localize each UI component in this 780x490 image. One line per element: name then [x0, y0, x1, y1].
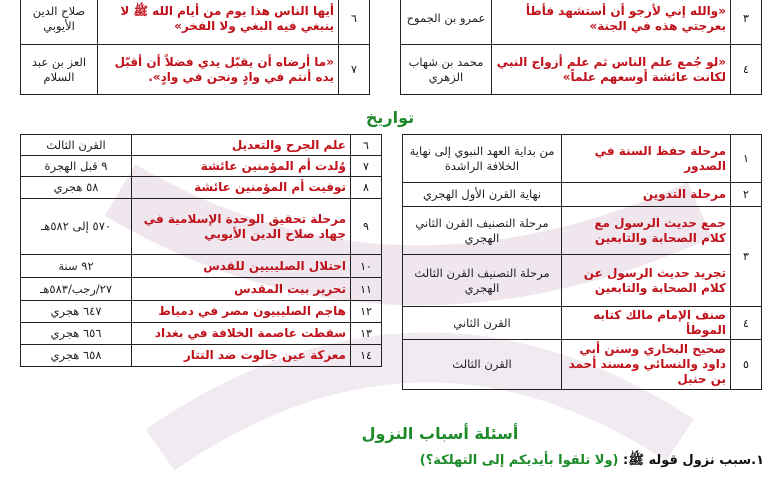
row-number: ٦ — [339, 0, 370, 45]
table-row — [21, 255, 382, 278]
dates-table-right — [402, 134, 762, 390]
table-row — [403, 207, 762, 255]
table-row — [21, 278, 382, 301]
event-text: صنف الإمام مالك كتابه الموطأ — [562, 307, 731, 340]
quote-person: محمد بن شهاب الزهري — [401, 45, 492, 95]
row-number: ١٣ — [351, 323, 382, 345]
event-time: ٥٧٠ إلى ٥٨٢هـ — [21, 199, 132, 255]
table-row — [21, 0, 370, 45]
event-text: احتلال الصليبيين للقدس — [132, 255, 351, 278]
section-title-dates: تواريخ — [365, 108, 415, 127]
quote-text: «والله إني لأرجو أن أستشهد فأطأ بعرجتي هذه في الجنة» — [492, 0, 731, 45]
row-number: ٣ — [731, 207, 762, 307]
row-number: ٤ — [731, 307, 762, 340]
table-row — [403, 307, 762, 340]
event-time: ٥٨ هجري — [21, 177, 132, 199]
row-number: ٧ — [339, 45, 370, 95]
event-text: صحيح البخاري وسنن أبي داود والنسائي ومسند أحمد بن حنبل — [562, 340, 731, 390]
event-text: مرحلة تحقيق الوحدة الإسلامية في جهاد صلاح الدين الأيوبي — [132, 199, 351, 255]
table-row — [403, 340, 762, 390]
question-text: (ولا تلقوا بأيديكم إلى التهلكة؟) — [419, 453, 619, 468]
event-text: توفيت أم المؤمنين عائشة — [132, 177, 351, 199]
table-row — [21, 301, 382, 323]
table-row — [21, 345, 382, 367]
quote-person: عمرو بن الجموح — [401, 0, 492, 45]
row-number: ٣ — [731, 0, 762, 45]
event-time: ٢٧/رجب/٥٨٣هـ — [21, 278, 132, 301]
table-row — [403, 255, 762, 307]
event-text: وُلدت أم المؤمنين عائشة — [132, 156, 351, 177]
event-text: سقطت عاصمة الخلافة في بغداد — [132, 323, 351, 345]
table-row — [21, 199, 382, 255]
table-row — [21, 323, 382, 345]
table-row — [21, 45, 370, 95]
row-number: ٦ — [351, 135, 382, 156]
table-row — [21, 135, 382, 156]
table-row — [401, 0, 762, 45]
row-number: ٧ — [351, 156, 382, 177]
quote-text: «لو جُمع علم الناس ثم علم أزواج النبي لكانت عائشة أوسعهم علماً» — [492, 45, 731, 95]
event-text: تحرير بيت المقدس — [132, 278, 351, 301]
event-time: من بداية العهد النبوي إلى نهاية الخلافة الراشدة — [403, 135, 562, 183]
event-text: تجريد حديث الرسول عن كلام الصحابة والتابعين — [562, 255, 731, 307]
event-text: مرحلة حفظ السنة في الصدور — [562, 135, 731, 183]
event-time: القرن الثاني — [403, 307, 562, 340]
event-time: القرن الثالث — [403, 340, 562, 390]
event-time: ٦٤٧ هجري — [21, 301, 132, 323]
question-line — [420, 452, 764, 471]
row-number: ٤ — [731, 45, 762, 95]
event-text: معركة عين جالوت ضد التتار — [132, 345, 351, 367]
table-row — [21, 156, 382, 177]
quote-text: «ما أرضاه أن يقبّل يدي فضلاً أن أقبّل يده أنتم في وادٍ ونحن في وادٍ». — [98, 45, 339, 95]
quote-person: العز بن عبد السلام — [21, 45, 98, 95]
event-time: مرحلة التصنيف القرن الثاني الهجري — [403, 207, 562, 255]
row-number: ٨ — [351, 177, 382, 199]
table-row — [21, 177, 382, 199]
event-time: ٩ قبل الهجرة — [21, 156, 132, 177]
question-prefix: ١.سبب نزول قوله ﷺ: — [623, 453, 764, 468]
row-number: ٩ — [351, 199, 382, 255]
event-time: نهاية القرن الأول الهجري — [403, 183, 562, 207]
table-row — [403, 135, 762, 183]
event-text: علم الجرح والتعديل — [132, 135, 351, 156]
table-row — [401, 45, 762, 95]
event-text: هاجم الصليبيون مصر في دمياط — [132, 301, 351, 323]
row-number: ١٤ — [351, 345, 382, 367]
row-number: ١٠ — [351, 255, 382, 278]
table-row — [403, 183, 762, 207]
row-number: ١ — [731, 135, 762, 183]
event-time: ٦٥٦ هجري — [21, 323, 132, 345]
event-time: ٩٢ سنة — [21, 255, 132, 278]
event-time: مرحلة التصنيف القرن الثالث الهجري — [403, 255, 562, 307]
quote-text: أيها الناس هذا يوم من أيام الله ﷺ لا ينبغي فيه البغي ولا الفخر» — [98, 0, 339, 45]
quotes-table-right — [400, 0, 762, 95]
quotes-table-left — [20, 0, 370, 95]
event-time: ٦٥٨ هجري — [21, 345, 132, 367]
row-number: ١١ — [351, 278, 382, 301]
row-number: ٢ — [731, 183, 762, 207]
event-text: مرحلة التدوين — [562, 183, 731, 207]
row-number: ٥ — [731, 340, 762, 390]
row-number: ١٢ — [351, 301, 382, 323]
event-text: جمع حديث الرسول مع كلام الصحابة والتابعين — [562, 207, 731, 255]
quote-person: صلاح الدين الأيوبي — [21, 0, 98, 45]
dates-table-left — [20, 134, 382, 367]
section-title-revelation: أسئلة أسباب النزول — [361, 424, 519, 443]
event-time: القرن الثالث — [21, 135, 132, 156]
